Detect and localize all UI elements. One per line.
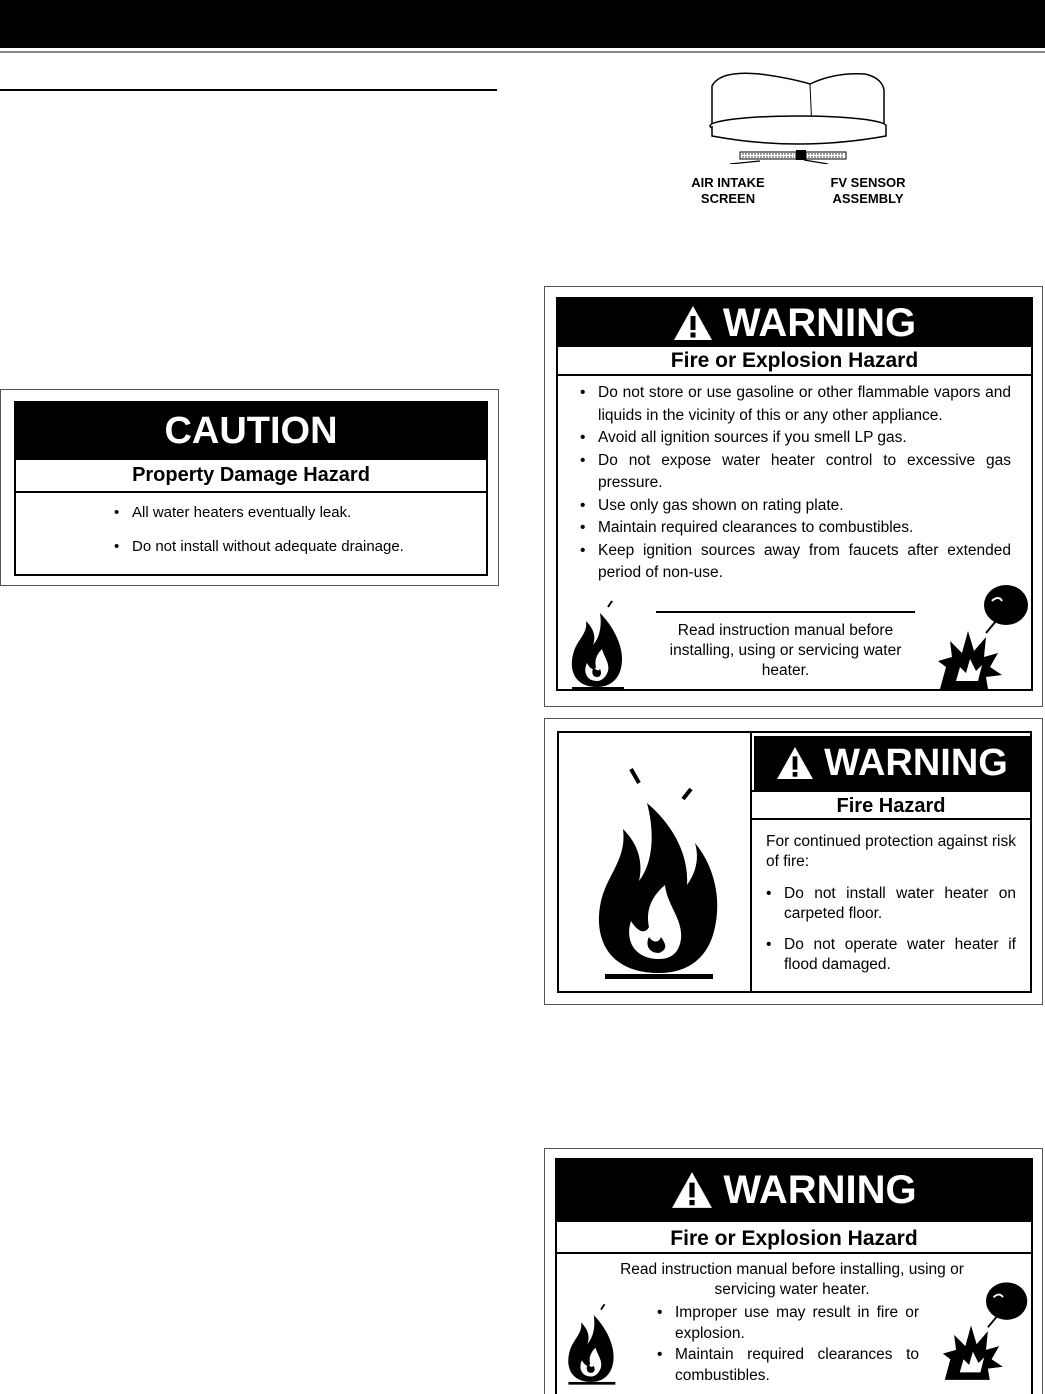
warning-text-panel [752, 733, 1030, 991]
flame-pictogram-panel [559, 733, 752, 991]
caution-list [132, 504, 486, 555]
list-item: • Do not operate water heater if flood damaged. [784, 935, 1016, 975]
water-heater-top-illustration [660, 64, 930, 164]
alert-triangle-icon [776, 746, 814, 780]
warning-fire-label [557, 731, 1032, 993]
explosion-icon [941, 1280, 1031, 1384]
divider [656, 611, 915, 613]
caution-hazard-title: Property Damage Hazard [16, 460, 486, 493]
flame-icon [566, 599, 628, 691]
list-item: • Avoid all ignition sources if you smell LP gas. [598, 427, 1011, 450]
warning-hazard-title: Fire or Explosion Hazard [558, 347, 1031, 376]
flame-icon [587, 759, 732, 984]
warning-signal-word: WARNING [723, 1167, 917, 1212]
flame-icon [563, 1300, 619, 1388]
list-item: • Do not install without adequate drainage. [132, 538, 486, 555]
header-rule [0, 51, 1045, 53]
alert-triangle-icon [671, 1171, 713, 1209]
warning-signal-word: WARNING [722, 300, 917, 345]
warning-list [598, 382, 1011, 585]
caution-signal-word: CAUTION [164, 410, 338, 452]
manual-note: Read instruction manual before installing, using or servicing water heater. [620, 1261, 964, 1298]
warning-fire-explosion-short-label [555, 1158, 1033, 1394]
warning-banner [557, 1160, 1031, 1220]
warning-list [675, 1303, 919, 1387]
warning-hazard-title: Fire Hazard [752, 790, 1030, 820]
warning-intro-text: For continued protection against risk of fire: [766, 833, 1016, 870]
air-intake-screen-label: AIR INTAKE SCREEN [691, 175, 765, 206]
list-item: • Do not install water heater on carpeted floor. [784, 884, 1016, 924]
list-item: • Maintain required clearances to combustibles. [598, 517, 1011, 540]
list-item: • Use only gas shown on rating plate. [598, 495, 1011, 518]
fv-sensor-assembly-label: FV SENSOR ASSEMBLY [830, 175, 906, 206]
warning-hazard-title: Fire or Explosion Hazard [557, 1220, 1031, 1254]
list-item: • Do not expose water heater control to excessive gas pressure. [598, 450, 1011, 495]
sensor-figure [660, 64, 930, 214]
warning-banner [558, 299, 1031, 347]
section-rule [0, 89, 497, 91]
manual-note: Read instruction manual before installing, using or servicing water heater. [669, 622, 902, 679]
warning-signal-word: WARNING [824, 741, 1008, 784]
warning-fire-explosion-label [556, 297, 1033, 691]
caution-label [14, 401, 488, 576]
warning-list [784, 884, 1016, 975]
warning-banner [754, 736, 1030, 790]
alert-triangle-icon [673, 305, 713, 341]
list-item: • Improper use may result in fire or explosion. [675, 1303, 919, 1344]
page-header-bar [0, 0, 1045, 48]
list-item: • Maintain required clearances to combustibles. [675, 1345, 919, 1386]
list-item: • All water heaters eventually leak. [132, 504, 486, 521]
list-item: • Keep ignition sources away from faucets after extended period of non-use. [598, 540, 1011, 585]
caution-banner [16, 403, 486, 460]
list-item: • Do not store or use gasoline or other flammable vapors and liquids in the vicinity of this or any other appliance. [598, 382, 1011, 427]
explosion-icon [936, 585, 1032, 691]
